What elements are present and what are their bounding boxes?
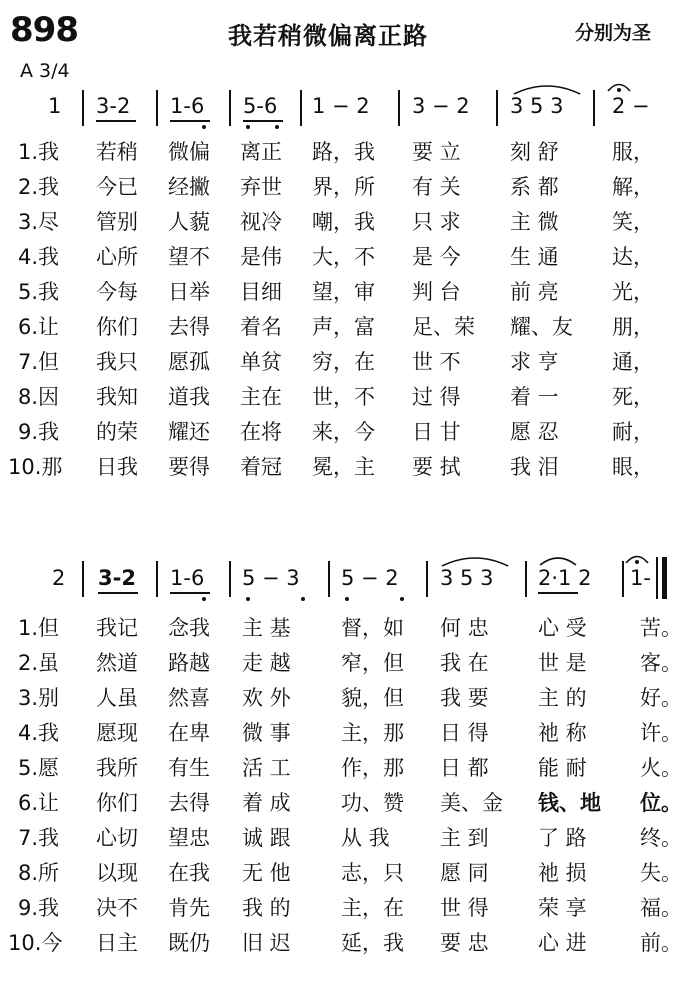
- final-barline-thin: [656, 557, 658, 599]
- lyric-cell: 今每: [96, 280, 138, 304]
- lyric-cell: 单贫: [240, 350, 282, 374]
- lyric-cell: 望不: [168, 245, 210, 269]
- lyric-cell: 督，如: [341, 616, 404, 640]
- barline: [229, 90, 231, 126]
- lyric-cell: 前。: [640, 931, 682, 955]
- lyric-cell: 旧 迟: [242, 931, 291, 955]
- barline: [156, 561, 158, 597]
- lyric-cell: 光，: [612, 280, 654, 304]
- lyric-cell: 火。: [640, 756, 682, 780]
- lyric-cell: 视冷: [240, 210, 282, 234]
- lyric-cell: 冕，主: [312, 455, 375, 479]
- lyric-cell: 日主: [96, 931, 138, 955]
- lyric-cell: 主 微: [510, 210, 559, 234]
- eighth-underline: [170, 120, 210, 122]
- lyric-cell: 我 泪: [510, 455, 559, 479]
- lyric-cell: 10.那: [8, 455, 63, 479]
- lyric-cell: 9.我: [18, 420, 60, 444]
- lyric-cell: 要 忠: [440, 931, 489, 955]
- verse-line: [0, 381, 700, 417]
- lyric-cell: 钱、地: [538, 791, 601, 815]
- fermata-arc: [606, 80, 632, 92]
- lyric-cell: 耐，: [612, 420, 654, 444]
- lyric-cell: 既仍: [168, 931, 210, 955]
- lyric-cell: 心切: [96, 826, 138, 850]
- lyric-cell: 眼，: [612, 455, 654, 479]
- lyric-cell: 界，所: [312, 175, 375, 199]
- lyric-cell: 主 基: [242, 616, 291, 640]
- low-octave-dot: [246, 597, 250, 601]
- lyric-cell: 刻 舒: [510, 140, 559, 164]
- lyric-cell: 着名: [240, 315, 282, 339]
- verse-line: [0, 612, 700, 648]
- lyric-cell: 着 成: [242, 791, 291, 815]
- lyric-cell: 功、赞: [341, 791, 404, 815]
- barline: [82, 90, 84, 126]
- lyric-cell: 主 的: [538, 686, 587, 710]
- lyric-cell: 你们: [96, 791, 138, 815]
- barline: [426, 561, 428, 597]
- lyric-cell: 念我: [168, 616, 210, 640]
- lyric-cell: 然道: [96, 651, 138, 675]
- lyric-cell: 声，富: [312, 315, 375, 339]
- lyric-cell: 路越: [168, 651, 210, 675]
- lyric-cell: 去得: [168, 315, 210, 339]
- lyric-cell: 我记: [96, 616, 138, 640]
- lyric-cell: 诚 跟: [242, 826, 291, 850]
- lyric-cell: 在卑: [168, 721, 210, 745]
- lyric-cell: 人藐: [168, 210, 210, 234]
- lyric-cell: 有 关: [412, 175, 461, 199]
- lyric-cell: 经撇: [168, 175, 210, 199]
- lyric-cell: 失。: [640, 861, 682, 885]
- lyric-cell: 3.尽: [18, 210, 60, 234]
- lyric-cell: 决不: [96, 896, 138, 920]
- lyric-cell: 管别: [96, 210, 138, 234]
- lyric-cell: 要得: [168, 455, 210, 479]
- lyric-cell: 有生: [168, 756, 210, 780]
- lyric-cell: 无 他: [242, 861, 291, 885]
- lyric-cell: 祂 称: [538, 721, 587, 745]
- lyric-cell: 4.我: [18, 245, 60, 269]
- lyric-cell: 2.我: [18, 175, 60, 199]
- lyric-cell: 判 台: [412, 280, 461, 304]
- lyric-cell: 何 忠: [440, 616, 489, 640]
- hymn-title: 我若稍微偏离正路: [228, 22, 428, 50]
- notation-measure: 2·1 2: [538, 566, 592, 590]
- lyric-cell: 4.我: [18, 721, 60, 745]
- lyric-cell: 我知: [96, 385, 138, 409]
- verse-line: [0, 857, 700, 893]
- lyric-cell: 2.虽: [18, 651, 60, 675]
- lyric-cell: 路，我: [312, 140, 375, 164]
- lyric-cell: 嘲，我: [312, 210, 375, 234]
- verse-line: [0, 136, 700, 172]
- lyric-cell: 1.我: [18, 140, 60, 164]
- lyric-cell: 生 通: [510, 245, 559, 269]
- lyric-cell: 祂 损: [538, 861, 587, 885]
- lyric-cell: 10.今: [8, 931, 63, 955]
- lyric-cell: 日举: [168, 280, 210, 304]
- barline: [622, 561, 624, 597]
- lyric-cell: 要 拭: [412, 455, 461, 479]
- low-octave-dot: [246, 125, 250, 129]
- lyric-cell: 从 我: [341, 826, 390, 850]
- barline: [300, 90, 302, 126]
- lyric-cell: 是伟: [240, 245, 282, 269]
- notation-measure: 1: [48, 94, 62, 118]
- lyric-cell: 主在: [240, 385, 282, 409]
- lyric-cell: 心 受: [538, 616, 587, 640]
- key-signature: A 3/4: [20, 60, 70, 82]
- lyric-cell: 6.让: [18, 791, 60, 815]
- lyric-cell: 日 都: [440, 756, 489, 780]
- lyric-cell: 愿 忍: [510, 420, 559, 444]
- barline: [525, 561, 527, 597]
- lyric-cell: 通，: [612, 350, 654, 374]
- verse-line: [0, 451, 700, 487]
- notation-measure: 1-: [630, 566, 651, 590]
- low-octave-dot: [345, 597, 349, 601]
- verse-line: [0, 927, 700, 963]
- lyric-cell: 1.但: [18, 616, 60, 640]
- lyric-cell: 主，在: [341, 896, 404, 920]
- lyric-cell: 道我: [168, 385, 210, 409]
- lyric-cell: 若稍: [96, 140, 138, 164]
- lyric-cell: 志，只: [341, 861, 404, 885]
- verse-line: [0, 346, 700, 382]
- lyric-cell: 愿现: [96, 721, 138, 745]
- lyric-cell: 去得: [168, 791, 210, 815]
- lyric-cell: 位。: [640, 791, 682, 815]
- lyric-cell: 7.但: [18, 350, 60, 374]
- verse-line: [0, 171, 700, 207]
- lyric-cell: 延，我: [341, 931, 404, 955]
- verse-line: [0, 822, 700, 858]
- verse-line: [0, 752, 700, 788]
- verse-line: [0, 717, 700, 753]
- notation-measure: 5-6: [243, 94, 278, 118]
- verse-line: [0, 682, 700, 718]
- lyric-cell: 死，: [612, 385, 654, 409]
- lyric-cell: 着 一: [510, 385, 559, 409]
- notation-measure: 3-2: [98, 566, 136, 590]
- hymn-theme: 分别为圣: [575, 22, 652, 44]
- lyric-cell: 耀、友: [510, 315, 573, 339]
- lyric-cell: 过 得: [412, 385, 461, 409]
- barline: [328, 561, 330, 597]
- low-octave-dot: [202, 597, 206, 601]
- slur-arc: [440, 554, 510, 568]
- slur-arc: [538, 554, 578, 566]
- notation-measure: 2 −: [612, 94, 650, 118]
- verse-line: [0, 787, 700, 823]
- lyric-cell: 5.愿: [18, 756, 60, 780]
- lyric-cell: 微偏: [168, 140, 210, 164]
- low-octave-dot: [301, 597, 305, 601]
- notation-measure: 3-2: [96, 94, 131, 118]
- lyric-cell: 荣 享: [538, 896, 587, 920]
- lyric-cell: 肯先: [168, 896, 210, 920]
- verse-line: [0, 311, 700, 347]
- lyric-cell: 人虽: [96, 686, 138, 710]
- lyric-cell: 5.我: [18, 280, 60, 304]
- slur-arc: [512, 82, 582, 96]
- lyric-cell: 的荣: [96, 420, 138, 444]
- lyric-cell: 望忠: [168, 826, 210, 850]
- verse-line: [0, 416, 700, 452]
- lyric-cell: 世 是: [538, 651, 587, 675]
- verse-line: [0, 241, 700, 277]
- lyric-cell: 9.我: [18, 896, 60, 920]
- notation-measure: 3 5 3: [510, 94, 564, 118]
- lyric-cell: 主 到: [440, 826, 489, 850]
- lyric-cell: 窄，但: [341, 651, 404, 675]
- lyric-cell: 8.所: [18, 861, 60, 885]
- lyric-cell: 耀还: [168, 420, 210, 444]
- lyric-cell: 着冠: [240, 455, 282, 479]
- lyric-cell: 福。: [640, 896, 682, 920]
- lyric-cell: 在将: [240, 420, 282, 444]
- eighth-underline: [243, 120, 283, 122]
- notation-measure: 1-6: [170, 566, 205, 590]
- lyric-cell: 貌，但: [341, 686, 404, 710]
- barline: [593, 90, 595, 126]
- barline: [496, 90, 498, 126]
- low-octave-dot: [400, 597, 404, 601]
- lyric-cell: 好。: [640, 686, 682, 710]
- barline: [156, 90, 158, 126]
- lyric-cell: 在我: [168, 861, 210, 885]
- lyric-cell: 作，那: [341, 756, 404, 780]
- verse-line: [0, 276, 700, 312]
- eighth-underline: [98, 592, 138, 594]
- lyric-cell: 活 工: [242, 756, 291, 780]
- notation-measure: 3 − 2: [412, 94, 470, 118]
- lyric-cell: 我 要: [440, 686, 489, 710]
- notation-measure: 5 − 3: [242, 566, 300, 590]
- notation-measure: 1-6: [170, 94, 205, 118]
- lyric-cell: 笑，: [612, 210, 654, 234]
- lyric-cell: 许。: [640, 721, 682, 745]
- fermata-arc: [624, 552, 650, 564]
- lyric-cell: 心所: [96, 245, 138, 269]
- lyric-cell: 6.让: [18, 315, 60, 339]
- lyric-cell: 我 的: [242, 896, 291, 920]
- low-octave-dot: [275, 125, 279, 129]
- lyric-cell: 客。: [640, 651, 682, 675]
- lyric-cell: 世 不: [412, 350, 461, 374]
- lyric-cell: 主，那: [341, 721, 404, 745]
- lyric-cell: 我 在: [440, 651, 489, 675]
- lyric-cell: 美、金: [440, 791, 503, 815]
- notation-measure: 3 5 3: [440, 566, 494, 590]
- lyric-cell: 只 求: [412, 210, 461, 234]
- lyric-cell: 能 耐: [538, 756, 587, 780]
- lyric-cell: 达，: [612, 245, 654, 269]
- lyric-cell: 足、荣: [412, 315, 475, 339]
- lyric-cell: 以现: [96, 861, 138, 885]
- lyric-cell: 望，审: [312, 280, 375, 304]
- notation-measure: 2: [52, 566, 66, 590]
- verse-line: [0, 647, 700, 683]
- lyric-cell: 前 亮: [510, 280, 559, 304]
- lyric-cell: 世 得: [440, 896, 489, 920]
- lyric-cell: 服，: [612, 140, 654, 164]
- lyric-cell: 系 都: [510, 175, 559, 199]
- eighth-underline: [170, 592, 210, 594]
- lyric-cell: 目细: [240, 280, 282, 304]
- lyric-cell: 日我: [96, 455, 138, 479]
- lyric-cell: 微 事: [242, 721, 291, 745]
- lyric-cell: 朋，: [612, 315, 654, 339]
- lyric-cell: 你们: [96, 315, 138, 339]
- lyric-cell: 然喜: [168, 686, 210, 710]
- barline: [82, 561, 84, 597]
- lyric-cell: 我所: [96, 756, 138, 780]
- lyric-cell: 日 甘: [412, 420, 461, 444]
- lyric-cell: 穷，在: [312, 350, 375, 374]
- lyric-cell: 愿孤: [168, 350, 210, 374]
- lyric-cell: 世，不: [312, 385, 375, 409]
- lyric-cell: 了 路: [538, 826, 587, 850]
- low-octave-dot: [202, 125, 206, 129]
- lyric-cell: 解，: [612, 175, 654, 199]
- barline: [229, 561, 231, 597]
- lyric-cell: 苦。: [640, 616, 682, 640]
- lyric-cell: 走 越: [242, 651, 291, 675]
- notation-measure: 1 − 2: [312, 94, 370, 118]
- lyric-cell: 离正: [240, 140, 282, 164]
- verse-line: [0, 892, 700, 928]
- lyric-cell: 今已: [96, 175, 138, 199]
- lyric-cell: 3.别: [18, 686, 60, 710]
- lyric-cell: 8.因: [18, 385, 60, 409]
- lyric-cell: 大，不: [312, 245, 375, 269]
- lyric-cell: 终。: [640, 826, 682, 850]
- verse-line: [0, 206, 700, 242]
- notation-measure: 5 − 2: [341, 566, 399, 590]
- lyric-cell: 愿 同: [440, 861, 489, 885]
- hymn-number: 898: [10, 10, 78, 50]
- lyric-cell: 要 立: [412, 140, 461, 164]
- final-barline-thick: [662, 557, 667, 599]
- eighth-underline: [538, 592, 578, 594]
- eighth-underline: [96, 120, 136, 122]
- lyric-cell: 日 得: [440, 721, 489, 745]
- lyric-cell: 欢 外: [242, 686, 291, 710]
- lyric-cell: 是 今: [412, 245, 461, 269]
- barline: [398, 90, 400, 126]
- lyric-cell: 心 进: [538, 931, 587, 955]
- lyric-cell: 弃世: [240, 175, 282, 199]
- lyric-cell: 求 亨: [510, 350, 559, 374]
- lyric-cell: 来，今: [312, 420, 375, 444]
- lyric-cell: 我只: [96, 350, 138, 374]
- lyric-cell: 7.我: [18, 826, 60, 850]
